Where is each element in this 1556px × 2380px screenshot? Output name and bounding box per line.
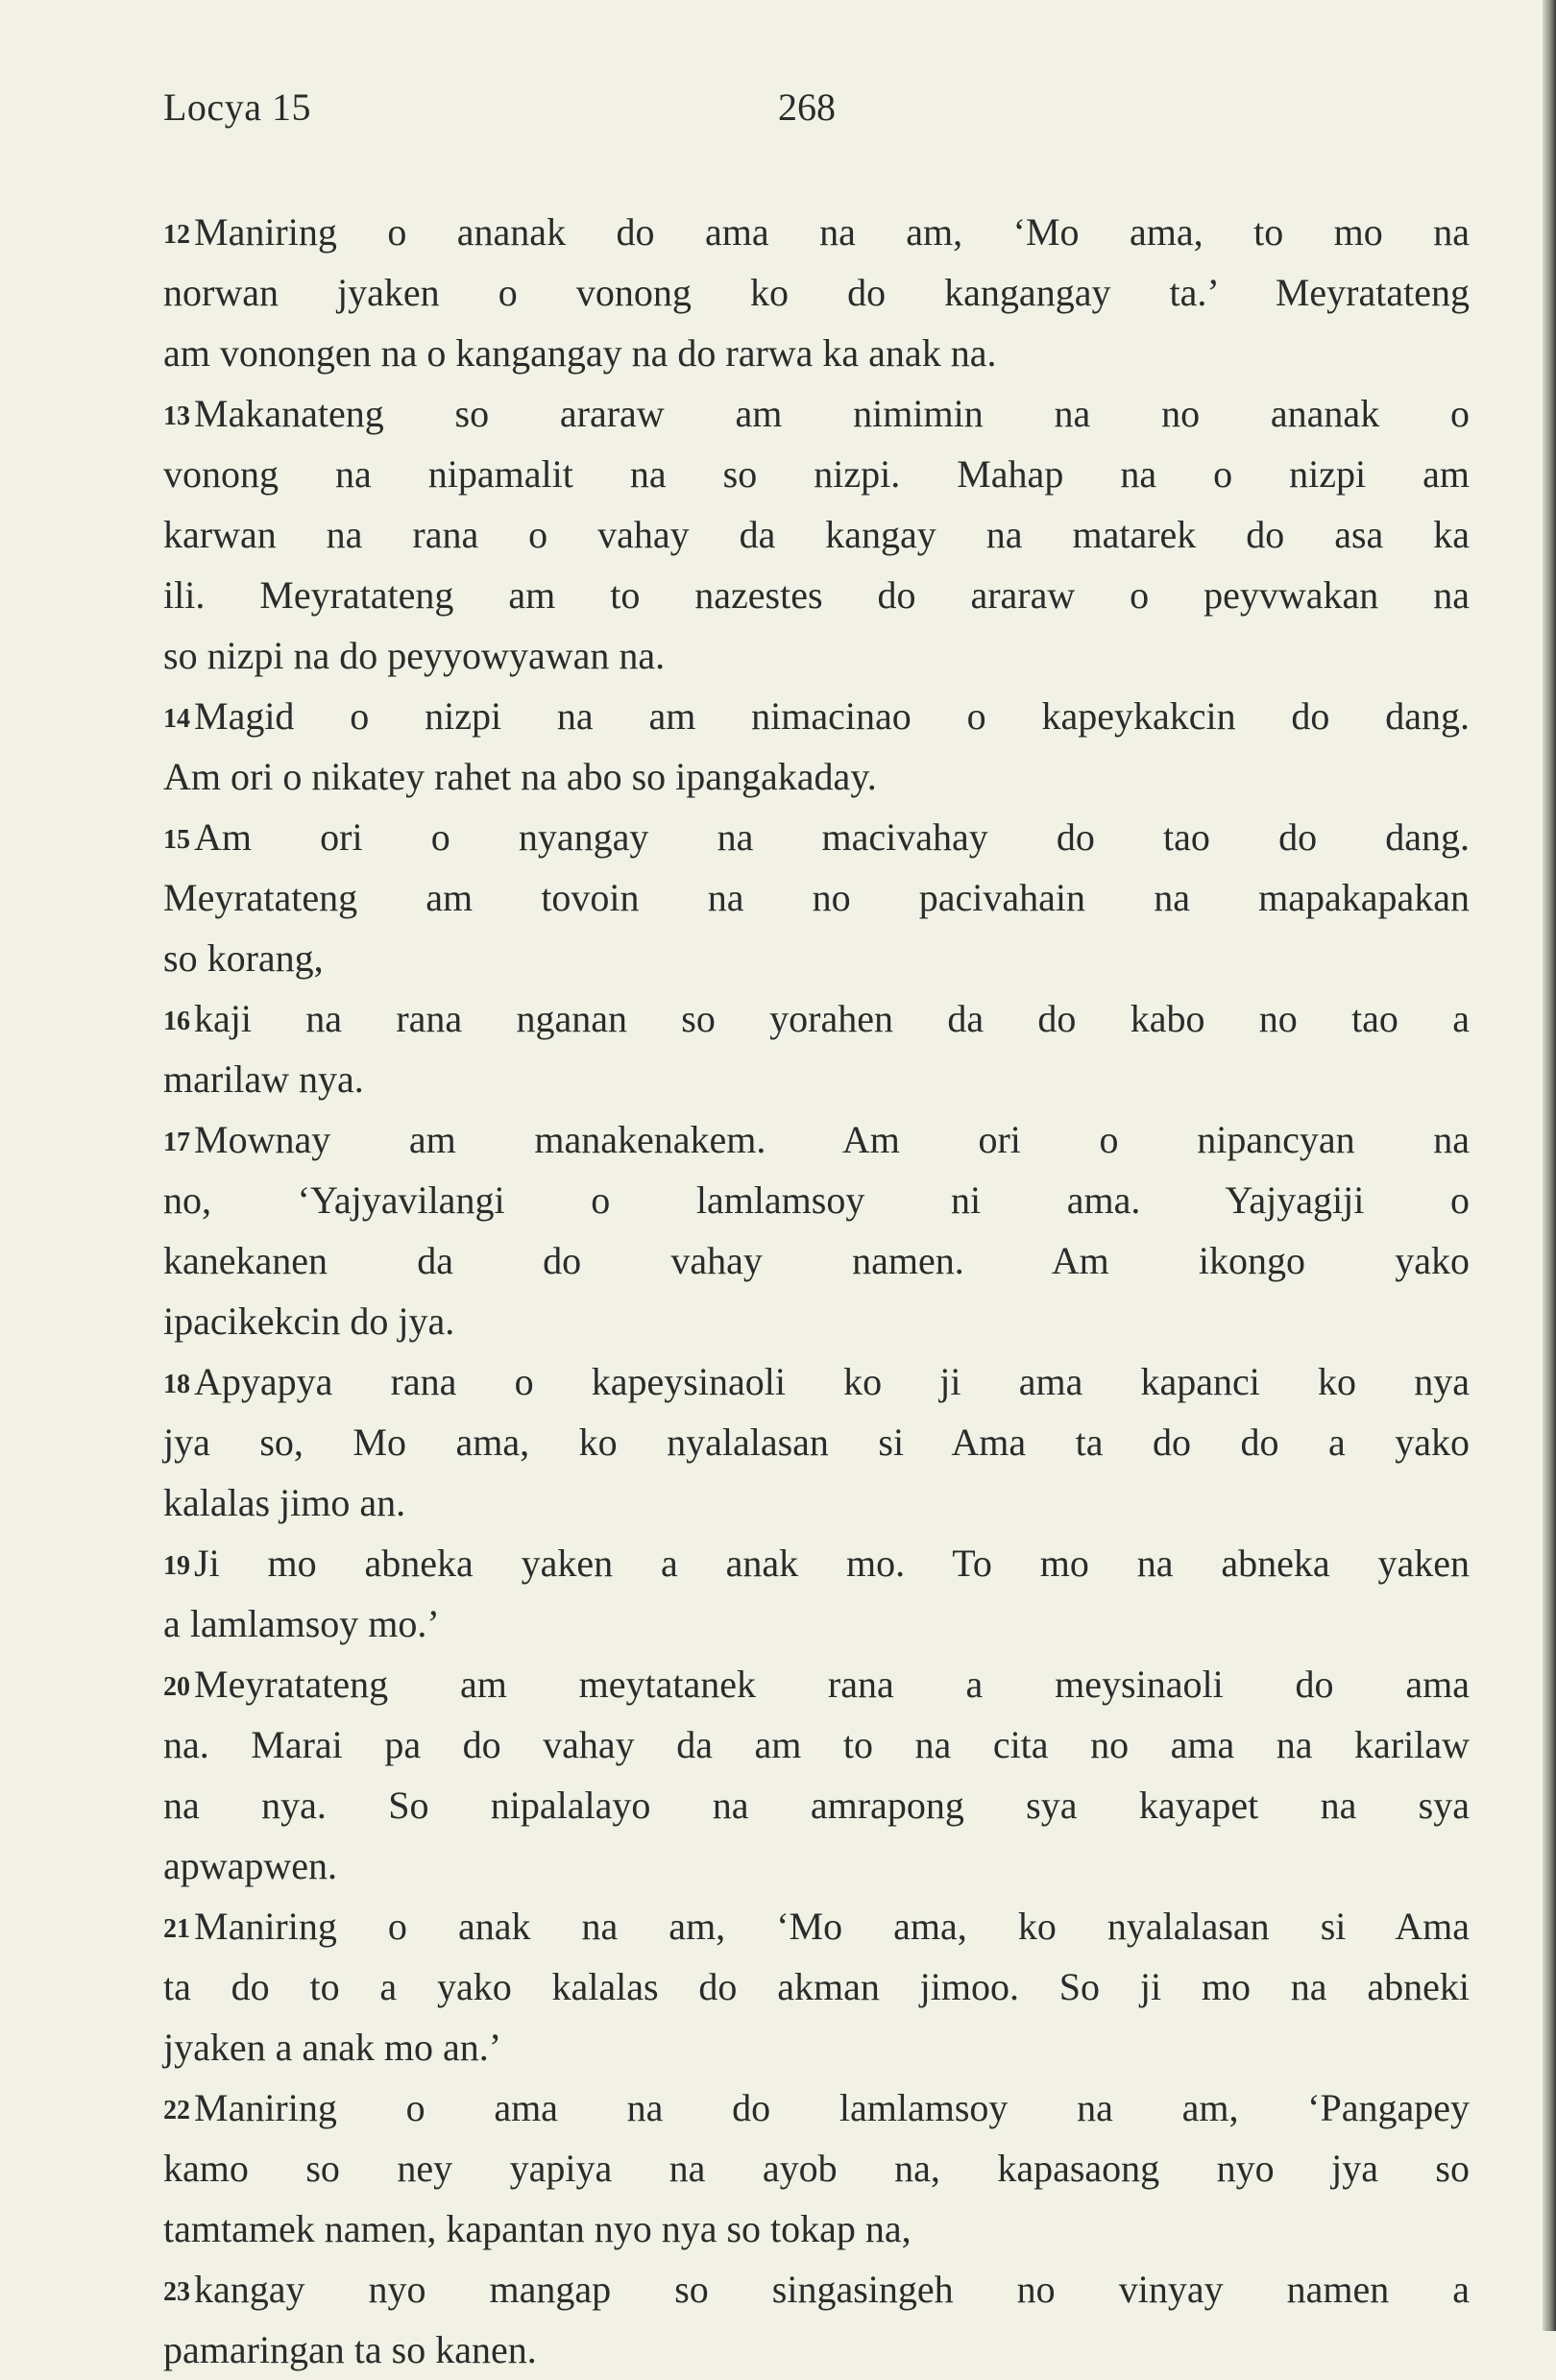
verse-number: 13 <box>163 401 190 431</box>
verse-line <box>163 565 1470 625</box>
verse-text: kamo so ney yapiya na ayob na, kapasaong nyo jya so <box>163 2147 1470 2190</box>
verse-line <box>163 323 1470 383</box>
verse-21 <box>163 1896 1470 2077</box>
verse-23 <box>163 2259 1470 2380</box>
verse-line <box>163 2259 1470 2319</box>
verse-number: 22 <box>163 2096 190 2125</box>
verse-line <box>163 383 1470 444</box>
verse-16 <box>163 988 1470 1109</box>
verse-line <box>163 928 1470 988</box>
verse-text: karwan na rana o vahay da kangay na matarek do asa ka <box>163 513 1470 556</box>
verse-text: ta do to a yako kalalas do akman jimoo. So ji mo na abneki <box>163 1965 1470 2008</box>
verse-text: apwapwen. <box>163 1844 338 1887</box>
verse-line <box>163 1896 1470 1956</box>
verse-14 <box>163 686 1470 807</box>
verse-text: norwan jyaken o vonong ko do kangangay ta.’ Meyratateng <box>163 271 1470 314</box>
verse-22 <box>163 2077 1470 2259</box>
verse-text: Apyapya rana o kapeysinaoli ko ji ama kapanci ko nya <box>194 1360 1470 1403</box>
verse-text: kaji na rana nganan so yorahen da do kabo no tao a <box>194 997 1470 1040</box>
verse-line <box>163 504 1470 565</box>
verse-line <box>163 1412 1470 1472</box>
verse-17 <box>163 1109 1470 1351</box>
verse-18 <box>163 1351 1470 1533</box>
verse-line <box>163 988 1470 1049</box>
verse-line <box>163 1835 1470 1896</box>
verse-text: ili. Meyratateng am to nazestes do araraw o peyvwakan na <box>163 573 1470 617</box>
verse-number: 18 <box>163 1370 190 1399</box>
verse-line <box>163 262 1470 323</box>
verse-text: Magid o nizpi na am nimacinao o kapeykakcin do dang. <box>194 694 1470 738</box>
verse-line <box>163 1230 1470 1291</box>
verse-text: tamtamek namen, kapantan nyo nya so tokap na, <box>163 2207 912 2250</box>
verse-line <box>163 746 1470 807</box>
verse-number: 15 <box>163 825 190 855</box>
verse-text: Maniring o ama na do lamlamsoy na am, ‘Pangapey <box>194 2086 1470 2129</box>
verse-13 <box>163 383 1470 686</box>
verse-text: kalalas jimo an. <box>163 1481 406 1524</box>
verse-number: 12 <box>163 220 190 250</box>
verse-12 <box>163 202 1470 383</box>
verse-text: marilaw nya. <box>163 1057 364 1101</box>
verse-text: Am ori o nikatey rahet na abo so ipangakaday. <box>163 755 877 798</box>
verse-line <box>163 1472 1470 1533</box>
page-edge <box>1543 0 1556 2331</box>
page-number: 268 <box>778 85 836 129</box>
verse-text: kanekanen da do vahay namen. Am ikongo yako <box>163 1239 1470 1282</box>
verse-line <box>163 686 1470 746</box>
verse-line <box>163 1714 1470 1775</box>
verse-text: am vonongen na o kangangay na do rarwa ka anak na. <box>163 331 997 375</box>
verse-number: 20 <box>163 1672 190 1702</box>
verse-text: na nya. So nipalalayo na amrapong sya kayapet na sya <box>163 1784 1470 1827</box>
verse-line <box>163 1291 1470 1351</box>
verse-number: 17 <box>163 1128 190 1157</box>
verse-text: Maniring o ananak do ama na am, ‘Mo ama, to mo na <box>194 210 1470 254</box>
verse-text: no, ‘Yajyavilangi o lamlamsoy ni ama. Yajyagiji o <box>163 1178 1470 1222</box>
verse-line <box>163 1956 1470 2017</box>
verse-line <box>163 202 1470 262</box>
verse-20 <box>163 1654 1470 1896</box>
verse-line <box>163 2138 1470 2198</box>
verse-line <box>163 625 1470 686</box>
verse-line <box>163 1533 1470 1593</box>
text-body <box>163 202 1470 2380</box>
verse-line <box>163 2198 1470 2259</box>
verse-line <box>163 1775 1470 1835</box>
verse-text: so korang, <box>163 936 324 980</box>
verse-line <box>163 1170 1470 1230</box>
verse-line <box>163 1654 1470 1714</box>
verse-text: jya so, Mo ama, ko nyalalasan si Ama ta do do a yako <box>163 1421 1470 1464</box>
verse-text: kangay nyo mangap so singasingeh no vinyay namen a <box>194 2268 1470 2311</box>
verse-number: 16 <box>163 1007 190 1036</box>
verse-line <box>163 807 1470 867</box>
verse-text: Meyratateng am meytatanek rana a meysinaoli do ama <box>194 1663 1470 1706</box>
verse-line <box>163 1351 1470 1412</box>
verse-line <box>163 1049 1470 1109</box>
verse-number: 21 <box>163 1914 190 1944</box>
page-header <box>163 85 1470 142</box>
verse-line <box>163 1593 1470 1654</box>
verse-text: Makanateng so araraw am nimimin na no ananak o <box>194 392 1470 435</box>
verse-number: 14 <box>163 704 190 734</box>
verse-text: Meyratateng am tovoin na no pacivahain na mapakapakan <box>163 876 1470 919</box>
verse-line <box>163 2077 1470 2138</box>
verse-number: 23 <box>163 2277 190 2307</box>
verse-line <box>163 2017 1470 2077</box>
verse-text: vonong na nipamalit na so nizpi. Mahap na o nizpi am <box>163 452 1470 496</box>
verse-text: Am ori o nyangay na macivahay do tao do dang. <box>194 815 1470 859</box>
verse-text: Mownay am manakenakem. Am ori o nipancyan na <box>194 1118 1470 1161</box>
verse-line <box>163 444 1470 504</box>
verse-text: na. Marai pa do vahay da am to na cita no ama na karilaw <box>163 1723 1470 1766</box>
verse-number: 19 <box>163 1551 190 1581</box>
verse-text: ipacikekcin do jya. <box>163 1299 455 1343</box>
verse-line <box>163 2319 1470 2380</box>
verse-text: pamaringan ta so kanen. <box>163 2328 537 2371</box>
verse-text: jyaken a anak mo an.’ <box>163 2026 502 2069</box>
verse-15 <box>163 807 1470 988</box>
verse-19 <box>163 1533 1470 1654</box>
verse-line <box>163 1109 1470 1170</box>
verse-line <box>163 867 1470 928</box>
running-head: Locya 15 <box>163 85 311 129</box>
verse-text: a lamlamsoy mo.’ <box>163 1602 440 1645</box>
verse-text: Maniring o anak na am, ‘Mo ama, ko nyalalasan si Ama <box>194 1905 1470 1948</box>
verse-text: so nizpi na do peyyowyawan na. <box>163 634 666 677</box>
verse-text: Ji mo abneka yaken a anak mo. To mo na abneka yaken <box>194 1542 1470 1585</box>
